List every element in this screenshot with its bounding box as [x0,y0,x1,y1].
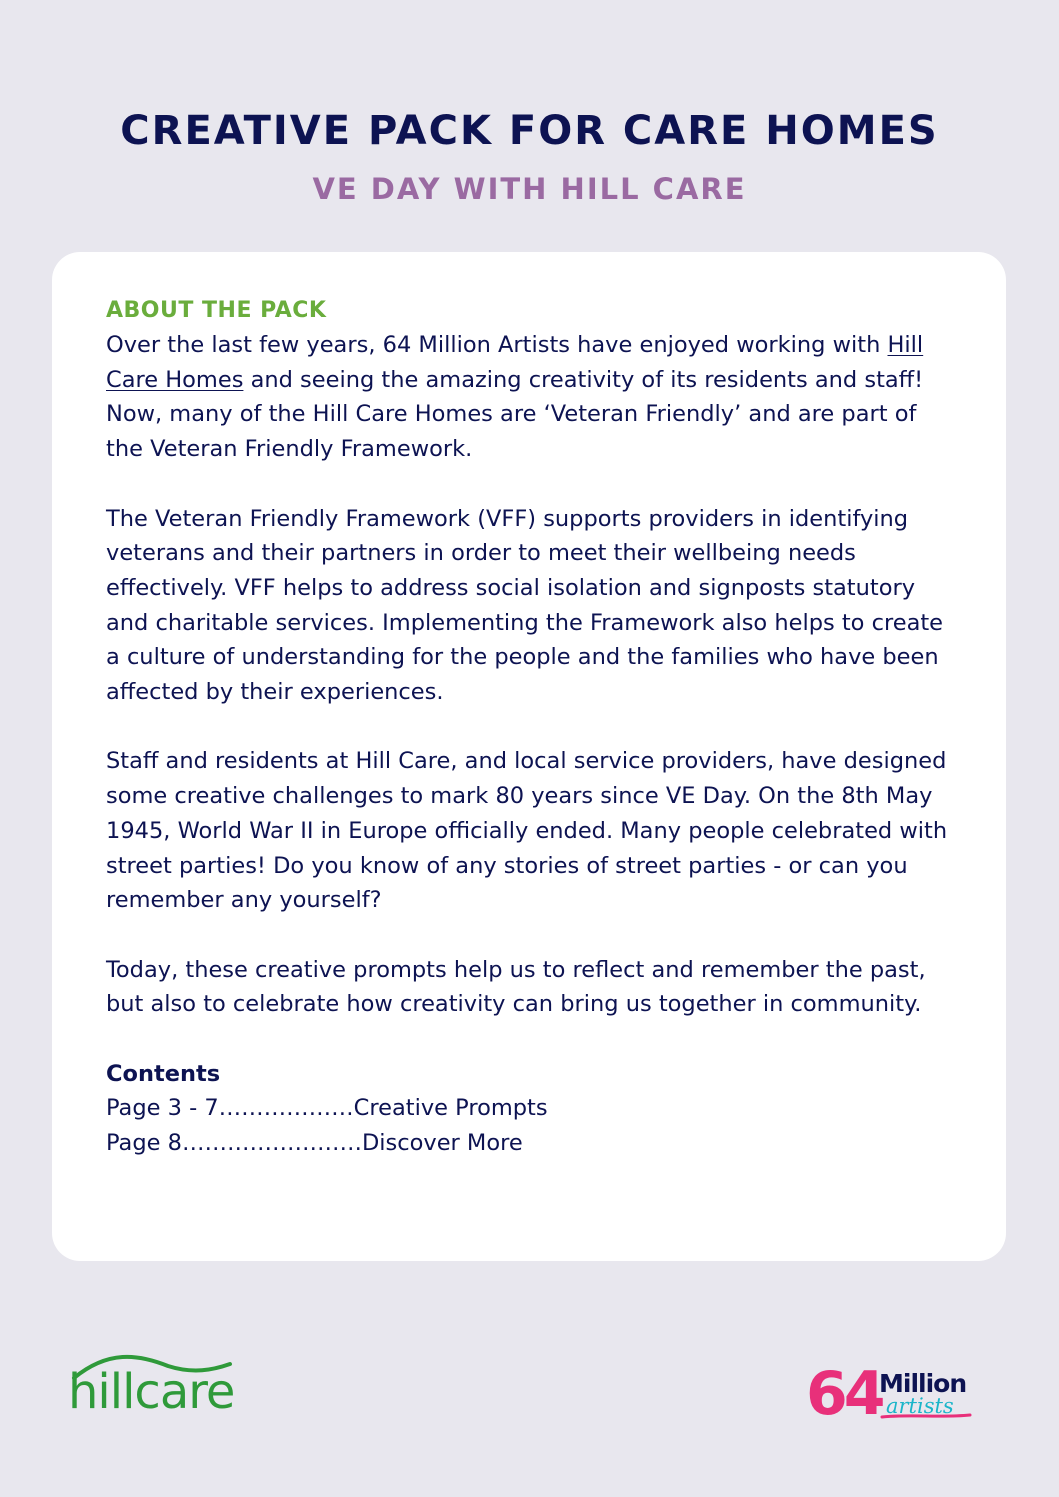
about-heading: ABOUT THE PACK [106,298,327,323]
about-paragraph-3: Staff and residents at Hill Care, and local service providers, have designed some creative challenges to mark 80 years since VE Day. On the 8th May 1945, World War II in Europe officially ended. Many people celebrated with street parties! Do you know of any stories of street parties - or can you remember any yourself? [106,748,948,914]
contents-item: Page 8……………………Discover More [106,1130,523,1157]
sixty-four-million-artists-logo [806,1359,976,1429]
hillcare-logo [68,1352,234,1424]
about-paragraph-4: Today, these creative prompts help us to reflect and remember the past, but also to celebrate how creativity can bring us together in community. [106,956,926,1018]
card-body [106,294,954,1161]
contents-item: Page 3 - 7………………Creative Prompts [106,1095,548,1122]
logo-artists: artists [886,1394,954,1418]
about-p1-text-start: Over the last few years, 64 Million Artists have enjoyed working with [106,332,888,358]
hill-care-homes-link[interactable]: Hill Care Homes [106,332,924,393]
about-p1-text-end: and seeing the amazing creativity of its residents and staff! Now, many of the Hill Care Homes are ‘Veteran Friendly’ and are part of the Veteran Friendly Framework. [106,366,924,463]
hillcare-wordmark: hillcare [68,1364,235,1420]
about-paragraph-1 [106,328,954,467]
page-subtitle: VE DAY WITH HILL CARE [312,172,747,206]
about-paragraph-2: The Veteran Friendly Framework (VFF) supports providers in identifying veterans and their partners in order to meet their wellbeing needs effectively. VFF helps to address social isolation and signposts statutory and charitable services. Implementing the Framework also helps to create a culture of understanding for the people and the families who have been affected by their experiences. [106,505,944,706]
contents-heading: Contents [106,1060,221,1087]
logo-number: 64 [806,1359,882,1429]
logo-million: Million [879,1369,967,1398]
content-card [52,252,1006,1261]
logo-underline-icon [880,1412,972,1420]
page-title: CREATIVE PACK FOR CARE HOMES [120,108,939,154]
